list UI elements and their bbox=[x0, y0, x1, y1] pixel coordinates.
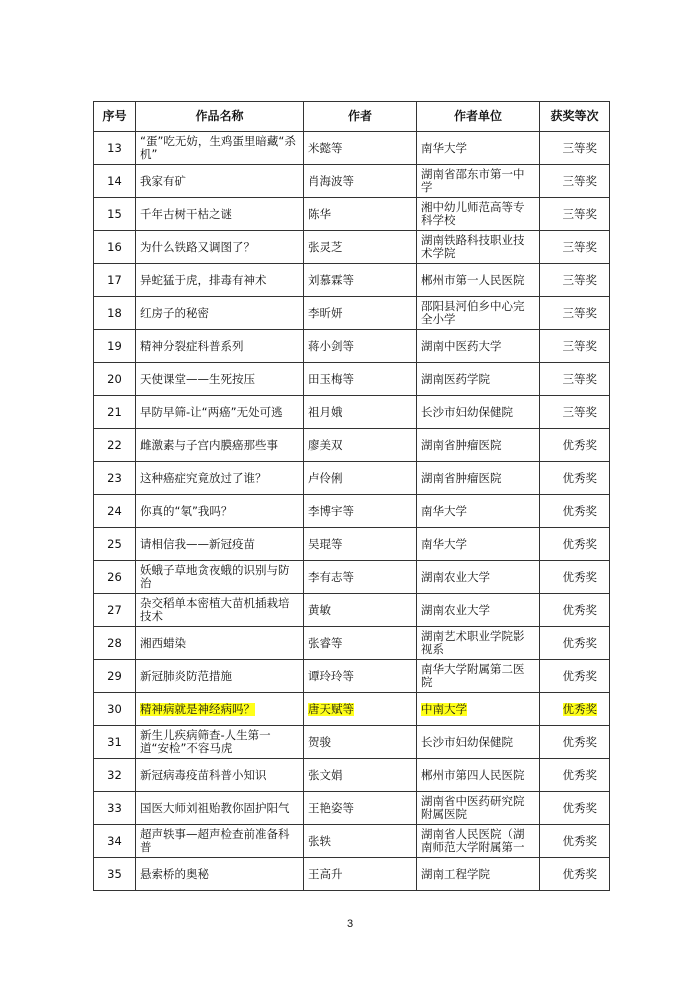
cell-author-text: 王高升 bbox=[308, 867, 343, 881]
cell-unit-text: 湖南工程学院 bbox=[421, 867, 490, 881]
cell-award bbox=[540, 561, 610, 594]
header-unit: 作者单位 bbox=[417, 102, 540, 132]
header-author: 作者 bbox=[304, 102, 417, 132]
cell-unit-text: 邵阳县河伯乡中心完全小学 bbox=[421, 300, 525, 326]
cell-award-text: 优秀奖 bbox=[562, 636, 597, 650]
cell-title bbox=[136, 363, 304, 396]
cell-award-text: 优秀奖 bbox=[562, 735, 597, 749]
cell-award bbox=[540, 363, 610, 396]
cell-title bbox=[136, 330, 304, 363]
cell-award bbox=[540, 495, 610, 528]
cell-author-text: 蒋小剑等 bbox=[308, 339, 354, 353]
cell-title bbox=[136, 132, 304, 165]
cell-unit bbox=[417, 231, 540, 264]
cell-no-text: 17 bbox=[107, 273, 122, 287]
cell-no bbox=[94, 759, 136, 792]
table-row bbox=[94, 759, 610, 792]
cell-no-text: 33 bbox=[107, 801, 122, 815]
cell-no bbox=[94, 627, 136, 660]
cell-author bbox=[304, 363, 417, 396]
cell-no bbox=[94, 693, 136, 726]
cell-author bbox=[304, 693, 417, 726]
cell-no bbox=[94, 396, 136, 429]
cell-author bbox=[304, 297, 417, 330]
cell-author-text: 李昕妍 bbox=[308, 306, 343, 320]
cell-award bbox=[540, 330, 610, 363]
cell-title bbox=[136, 627, 304, 660]
cell-no bbox=[94, 528, 136, 561]
cell-author-text: 卢伶俐 bbox=[308, 471, 343, 485]
cell-no-text: 15 bbox=[107, 207, 122, 221]
table-row bbox=[94, 726, 610, 759]
cell-no-text: 19 bbox=[107, 339, 122, 353]
cell-unit bbox=[417, 825, 540, 858]
cell-unit bbox=[417, 396, 540, 429]
cell-unit bbox=[417, 363, 540, 396]
cell-no bbox=[94, 561, 136, 594]
cell-unit-text: 湖南中医药大学 bbox=[421, 339, 502, 353]
cell-author bbox=[304, 165, 417, 198]
cell-author-text: 李有志等 bbox=[308, 570, 354, 584]
cell-no bbox=[94, 429, 136, 462]
cell-author bbox=[304, 759, 417, 792]
cell-no-text: 30 bbox=[107, 702, 122, 716]
cell-title bbox=[136, 429, 304, 462]
cell-award-text: 三等奖 bbox=[562, 207, 597, 221]
cell-no bbox=[94, 792, 136, 825]
cell-author-text: 张文娟 bbox=[308, 768, 343, 782]
cell-title-text: 湘西蜡染 bbox=[140, 636, 186, 650]
cell-no bbox=[94, 462, 136, 495]
cell-author-text: 李博宇等 bbox=[308, 504, 354, 518]
cell-award-text: 三等奖 bbox=[562, 339, 597, 353]
cell-award-text: 优秀奖 bbox=[562, 768, 597, 782]
cell-unit-text: 湖南农业大学 bbox=[421, 603, 490, 617]
cell-award-text: 优秀奖 bbox=[562, 471, 597, 485]
cell-award bbox=[540, 528, 610, 561]
cell-no bbox=[94, 594, 136, 627]
cell-no bbox=[94, 726, 136, 759]
cell-title bbox=[136, 594, 304, 627]
cell-no bbox=[94, 330, 136, 363]
cell-award bbox=[540, 627, 610, 660]
cell-award-text: 优秀奖 bbox=[562, 438, 597, 452]
cell-title bbox=[136, 297, 304, 330]
cell-author-text: 陈华 bbox=[308, 207, 331, 221]
cell-unit-text: 湖南医药学院 bbox=[421, 372, 490, 386]
cell-award-text: 优秀奖 bbox=[562, 570, 597, 584]
cell-author-text: 张轶 bbox=[308, 834, 331, 848]
cell-award-text: 优秀奖 bbox=[562, 669, 597, 683]
cell-no-text: 28 bbox=[107, 636, 122, 650]
cell-award-text: 优秀奖 bbox=[562, 867, 597, 881]
cell-award bbox=[540, 132, 610, 165]
cell-unit bbox=[417, 693, 540, 726]
cell-author bbox=[304, 396, 417, 429]
cell-unit-text: 湖南铁路科技职业技术学院 bbox=[421, 234, 525, 260]
cell-unit bbox=[417, 759, 540, 792]
cell-author-text: 张睿等 bbox=[308, 636, 343, 650]
cell-author-text: 廖美双 bbox=[308, 438, 343, 452]
table-row bbox=[94, 363, 610, 396]
cell-title-text: 天使课堂——生死按压 bbox=[140, 372, 255, 386]
cell-no-text: 21 bbox=[107, 405, 122, 419]
cell-unit-text: 湖南省肿瘤医院 bbox=[421, 438, 502, 452]
cell-unit-text: 湘中幼儿师范高等专科学校 bbox=[421, 201, 525, 227]
table-row bbox=[94, 231, 610, 264]
cell-award-text: 优秀奖 bbox=[562, 504, 597, 518]
cell-no bbox=[94, 231, 136, 264]
cell-title-text: 这种癌症究竟放过了谁？ bbox=[140, 471, 267, 485]
cell-no bbox=[94, 165, 136, 198]
cell-award bbox=[540, 396, 610, 429]
cell-title-text: 新冠肺炎防范措施 bbox=[140, 669, 232, 683]
cell-author-text: 黄敏 bbox=[308, 603, 331, 617]
cell-title bbox=[136, 759, 304, 792]
header-title: 作品名称 bbox=[136, 102, 304, 132]
cell-author bbox=[304, 627, 417, 660]
cell-unit-text: 湖南农业大学 bbox=[421, 570, 490, 584]
cell-unit bbox=[417, 429, 540, 462]
table-row bbox=[94, 561, 610, 594]
cell-no-text: 32 bbox=[107, 768, 122, 782]
cell-author bbox=[304, 264, 417, 297]
cell-award bbox=[540, 297, 610, 330]
cell-no bbox=[94, 264, 136, 297]
cell-author-text: 贺骏 bbox=[308, 735, 331, 749]
cell-unit-text: 南华大学 bbox=[421, 537, 467, 551]
cell-no bbox=[94, 660, 136, 693]
cell-title-text: 悬索桥的奥秘 bbox=[140, 867, 209, 881]
cell-title-text: 你真的“氡”我吗？ bbox=[140, 504, 233, 518]
cell-title bbox=[136, 693, 304, 726]
cell-author bbox=[304, 825, 417, 858]
cell-title bbox=[136, 561, 304, 594]
cell-title-text: 新冠病毒疫苗科普小知识 bbox=[140, 768, 267, 782]
table-row bbox=[94, 396, 610, 429]
cell-title-text: 精神病就是神经病吗？ bbox=[140, 702, 255, 716]
cell-title-text: “蛋”吃无妨，生鸡蛋里暗藏“杀机” bbox=[140, 135, 296, 161]
cell-title bbox=[136, 462, 304, 495]
cell-no-text: 24 bbox=[107, 504, 122, 518]
cell-author-text: 张灵芝 bbox=[308, 240, 343, 254]
cell-title bbox=[136, 858, 304, 891]
cell-unit-text: 南华大学 bbox=[421, 504, 467, 518]
table-row bbox=[94, 429, 610, 462]
cell-award-text: 三等奖 bbox=[562, 273, 597, 287]
table-row bbox=[94, 297, 610, 330]
cell-unit bbox=[417, 792, 540, 825]
cell-no-text: 26 bbox=[107, 570, 122, 584]
cell-author bbox=[304, 561, 417, 594]
cell-award-text: 三等奖 bbox=[562, 372, 597, 386]
cell-author bbox=[304, 429, 417, 462]
table-row bbox=[94, 825, 610, 858]
cell-author bbox=[304, 594, 417, 627]
cell-author-text: 米懿等 bbox=[308, 141, 343, 155]
cell-title-text: 国医大师刘祖贻教你固护阳气 bbox=[140, 801, 290, 815]
cell-title-text: 新生儿疾病筛查-人生第一道“安检”不容马虎 bbox=[140, 729, 271, 755]
cell-author-text: 刘慕霖等 bbox=[308, 273, 354, 287]
cell-title-text: 超声轶事—超声检查前准备科普 bbox=[140, 828, 290, 854]
cell-title bbox=[136, 726, 304, 759]
table-row bbox=[94, 495, 610, 528]
table-row bbox=[94, 594, 610, 627]
table-row bbox=[94, 462, 610, 495]
cell-award bbox=[540, 858, 610, 891]
cell-award-text: 优秀奖 bbox=[562, 702, 597, 716]
cell-no bbox=[94, 858, 136, 891]
cell-unit bbox=[417, 198, 540, 231]
table-row bbox=[94, 792, 610, 825]
table-row bbox=[94, 858, 610, 891]
cell-title-text: 千年古树干枯之谜 bbox=[140, 207, 232, 221]
cell-award bbox=[540, 594, 610, 627]
cell-unit bbox=[417, 858, 540, 891]
cell-unit bbox=[417, 495, 540, 528]
cell-no bbox=[94, 132, 136, 165]
cell-title-text: 红房子的秘密 bbox=[140, 306, 209, 320]
cell-award bbox=[540, 231, 610, 264]
cell-unit-text: 南华大学附属第二医院 bbox=[421, 663, 525, 689]
cell-author-text: 谭玲玲等 bbox=[308, 669, 354, 683]
cell-unit-text: 湖南省邵东市第一中学 bbox=[421, 168, 525, 194]
cell-author-text: 祖月娥 bbox=[308, 405, 343, 419]
cell-no bbox=[94, 495, 136, 528]
cell-author bbox=[304, 660, 417, 693]
cell-author-text: 田玉梅等 bbox=[308, 372, 354, 386]
table-row bbox=[94, 198, 610, 231]
cell-author bbox=[304, 132, 417, 165]
awards-table bbox=[93, 101, 610, 891]
cell-no-text: 22 bbox=[107, 438, 122, 452]
cell-no-text: 27 bbox=[107, 603, 122, 617]
cell-unit bbox=[417, 297, 540, 330]
cell-title bbox=[136, 231, 304, 264]
cell-award-text: 三等奖 bbox=[562, 240, 597, 254]
cell-unit bbox=[417, 660, 540, 693]
cell-author bbox=[304, 330, 417, 363]
cell-no-text: 31 bbox=[107, 735, 122, 749]
cell-unit bbox=[417, 594, 540, 627]
cell-title bbox=[136, 165, 304, 198]
cell-title-text: 早防早筛-让“两癌”无处可逃 bbox=[140, 405, 283, 419]
cell-award-text: 优秀奖 bbox=[562, 603, 597, 617]
table-row bbox=[94, 528, 610, 561]
cell-award-text: 优秀奖 bbox=[562, 834, 597, 848]
cell-title-text: 为什么铁路又调图了？ bbox=[140, 240, 255, 254]
cell-author bbox=[304, 495, 417, 528]
cell-award bbox=[540, 660, 610, 693]
table-row bbox=[94, 165, 610, 198]
cell-author bbox=[304, 858, 417, 891]
cell-award bbox=[540, 792, 610, 825]
cell-unit-text: 湖南艺术职业学院影视系 bbox=[421, 630, 525, 656]
cell-award bbox=[540, 165, 610, 198]
cell-title bbox=[136, 528, 304, 561]
cell-author-text: 吴琨等 bbox=[308, 537, 343, 551]
cell-author bbox=[304, 462, 417, 495]
cell-no-text: 25 bbox=[107, 537, 122, 551]
cell-award bbox=[540, 198, 610, 231]
cell-award bbox=[540, 429, 610, 462]
cell-award bbox=[540, 759, 610, 792]
cell-unit-text: 湖南省中医药研究院附属医院 bbox=[421, 795, 525, 821]
cell-no bbox=[94, 198, 136, 231]
cell-title bbox=[136, 825, 304, 858]
cell-award bbox=[540, 726, 610, 759]
cell-author bbox=[304, 726, 417, 759]
cell-author bbox=[304, 792, 417, 825]
cell-no-text: 16 bbox=[107, 240, 122, 254]
cell-unit bbox=[417, 264, 540, 297]
cell-unit-text: 郴州市第四人民医院 bbox=[421, 768, 525, 782]
cell-no bbox=[94, 825, 136, 858]
cell-title-text: 精神分裂症科普系列 bbox=[140, 339, 244, 353]
cell-title-text: 我家有矿 bbox=[140, 174, 186, 188]
cell-unit bbox=[417, 561, 540, 594]
cell-author bbox=[304, 231, 417, 264]
cell-award bbox=[540, 462, 610, 495]
table-row bbox=[94, 264, 610, 297]
cell-no bbox=[94, 297, 136, 330]
cell-award-text: 三等奖 bbox=[562, 141, 597, 155]
cell-no-text: 14 bbox=[107, 174, 122, 188]
table-row bbox=[94, 330, 610, 363]
cell-unit-text: 郴州市第一人民医院 bbox=[421, 273, 525, 287]
cell-no-text: 18 bbox=[107, 306, 122, 320]
cell-no bbox=[94, 363, 136, 396]
cell-title bbox=[136, 198, 304, 231]
cell-title-text: 妖蛾子草地贪夜蛾的识别与防治 bbox=[140, 564, 290, 590]
cell-unit-text: 湖南省人民医院（湖南师范大学附属第一 bbox=[421, 828, 525, 854]
cell-author-text: 王艳姿等 bbox=[308, 801, 354, 815]
cell-award bbox=[540, 264, 610, 297]
cell-title bbox=[136, 264, 304, 297]
cell-title-text: 杂交稻单本密植大苗机插栽培技术 bbox=[140, 597, 290, 623]
table-row bbox=[94, 627, 610, 660]
cell-no-text: 35 bbox=[107, 867, 122, 881]
table-row bbox=[94, 693, 610, 726]
cell-title bbox=[136, 792, 304, 825]
cell-award bbox=[540, 825, 610, 858]
cell-unit bbox=[417, 330, 540, 363]
cell-unit bbox=[417, 726, 540, 759]
cell-unit bbox=[417, 165, 540, 198]
cell-title-text: 异蛇猛于虎，排毒有神术 bbox=[140, 273, 267, 287]
cell-award-text: 优秀奖 bbox=[562, 537, 597, 551]
cell-unit-text: 长沙市妇幼保健院 bbox=[421, 405, 513, 419]
cell-title-text: 请相信我——新冠疫苗 bbox=[140, 537, 255, 551]
header-award: 获奖等次 bbox=[540, 102, 610, 132]
cell-award bbox=[540, 693, 610, 726]
cell-unit-text: 长沙市妇幼保健院 bbox=[421, 735, 513, 749]
cell-unit bbox=[417, 528, 540, 561]
cell-no-text: 29 bbox=[107, 669, 122, 683]
cell-award-text: 三等奖 bbox=[562, 306, 597, 320]
table-header-row bbox=[94, 102, 610, 132]
cell-author bbox=[304, 198, 417, 231]
page-number: 3 bbox=[346, 918, 354, 930]
cell-unit-text: 南华大学 bbox=[421, 141, 467, 155]
cell-no-text: 20 bbox=[107, 372, 122, 386]
cell-unit bbox=[417, 132, 540, 165]
cell-award-text: 优秀奖 bbox=[562, 801, 597, 815]
cell-title bbox=[136, 495, 304, 528]
cell-no-text: 13 bbox=[107, 141, 122, 155]
cell-unit bbox=[417, 627, 540, 660]
cell-unit-text: 中南大学 bbox=[421, 702, 467, 716]
cell-title bbox=[136, 396, 304, 429]
cell-unit bbox=[417, 462, 540, 495]
cell-award-text: 三等奖 bbox=[562, 174, 597, 188]
cell-award-text: 三等奖 bbox=[562, 405, 597, 419]
cell-title-text: 雌激素与子宫内膜癌那些事 bbox=[140, 438, 278, 452]
cell-title bbox=[136, 660, 304, 693]
cell-no-text: 34 bbox=[107, 834, 122, 848]
cell-no-text: 23 bbox=[107, 471, 122, 485]
cell-author bbox=[304, 528, 417, 561]
cell-author-text: 唐天赋等 bbox=[308, 702, 354, 716]
cell-author-text: 肖海波等 bbox=[308, 174, 354, 188]
table-row bbox=[94, 132, 610, 165]
table-row bbox=[94, 660, 610, 693]
cell-unit-text: 湖南省肿瘤医院 bbox=[421, 471, 502, 485]
header-no: 序号 bbox=[94, 102, 136, 132]
